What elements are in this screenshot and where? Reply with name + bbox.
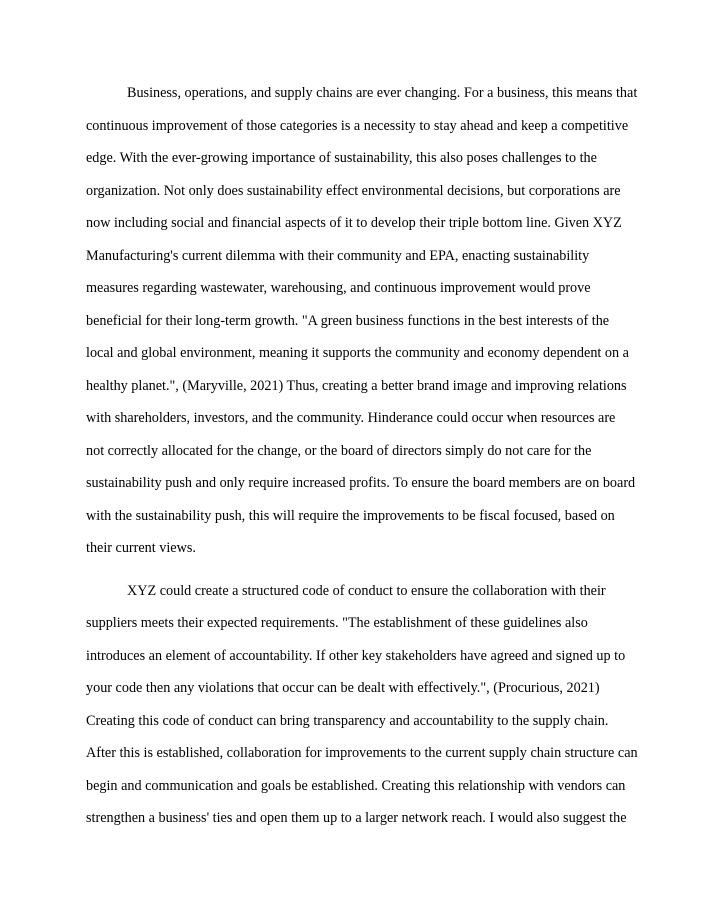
paragraph-line: their current views. — [86, 540, 196, 556]
paragraph-line: now including social and financial aspects of it to develop their triple bottom line. Given XYZ — [86, 215, 622, 231]
paragraph-line: not correctly allocated for the change, or the board of directors simply do not care for the — [86, 443, 592, 459]
paragraph-line: organization. Not only does sustainability effect environmental decisions, but corporations are — [86, 183, 621, 199]
paragraph-line: measures regarding wastewater, warehousing, and continuous improvement would prove — [86, 280, 591, 296]
paragraph-line: with shareholders, investors, and the community. Hinderance could occur when resources are — [86, 410, 616, 426]
paragraph-line: XYZ could create a structured code of conduct to ensure the collaboration with their — [127, 583, 606, 599]
paragraph-line: begin and communication and goals be established. Creating this relationship with vendors can — [86, 778, 626, 794]
paragraph-line: Manufacturing's current dilemma with their community and EPA, enacting sustainability — [86, 248, 590, 264]
paragraph-line: healthy planet.", (Maryville, 2021) Thus, creating a better brand image and improving relations — [86, 378, 627, 394]
paragraph-line: strengthen a business' ties and open them up to a larger network reach. I would also suggest the — [86, 810, 627, 826]
paragraph-line: Creating this code of conduct can bring transparency and accountability to the supply chain. — [86, 713, 609, 729]
paragraph-line: Business, operations, and supply chains are ever changing. For a business, this means that — [127, 85, 638, 101]
paragraph-line: suppliers meets their expected requirements. "The establishment of these guidelines also — [86, 615, 588, 631]
paragraph-line: your code then any violations that occur can be dealt with effectively.", (Procurious, 2021) — [86, 680, 600, 696]
paragraph-line: local and global environment, meaning it supports the community and economy dependent on a — [86, 345, 629, 361]
paragraph-line: After this is established, collaboration for improvements to the current supply chain structure can — [86, 745, 638, 761]
paragraph-line: with the sustainability push, this will require the improvements to be fiscal focused, based on — [86, 508, 615, 524]
paragraph-line: continuous improvement of those categories is a necessity to stay ahead and keep a competitive — [86, 118, 629, 134]
paragraph-line: introduces an element of accountability. If other key stakeholders have agreed and signed up to — [86, 648, 626, 664]
paragraph-line: edge. With the ever-growing importance of sustainability, this also poses challenges to the — [86, 150, 597, 166]
paragraph-line: sustainability push and only require increased profits. To ensure the board members are on board — [86, 475, 636, 491]
paragraph-line: beneficial for their long-term growth. "A green business functions in the best interests of the — [86, 313, 610, 329]
